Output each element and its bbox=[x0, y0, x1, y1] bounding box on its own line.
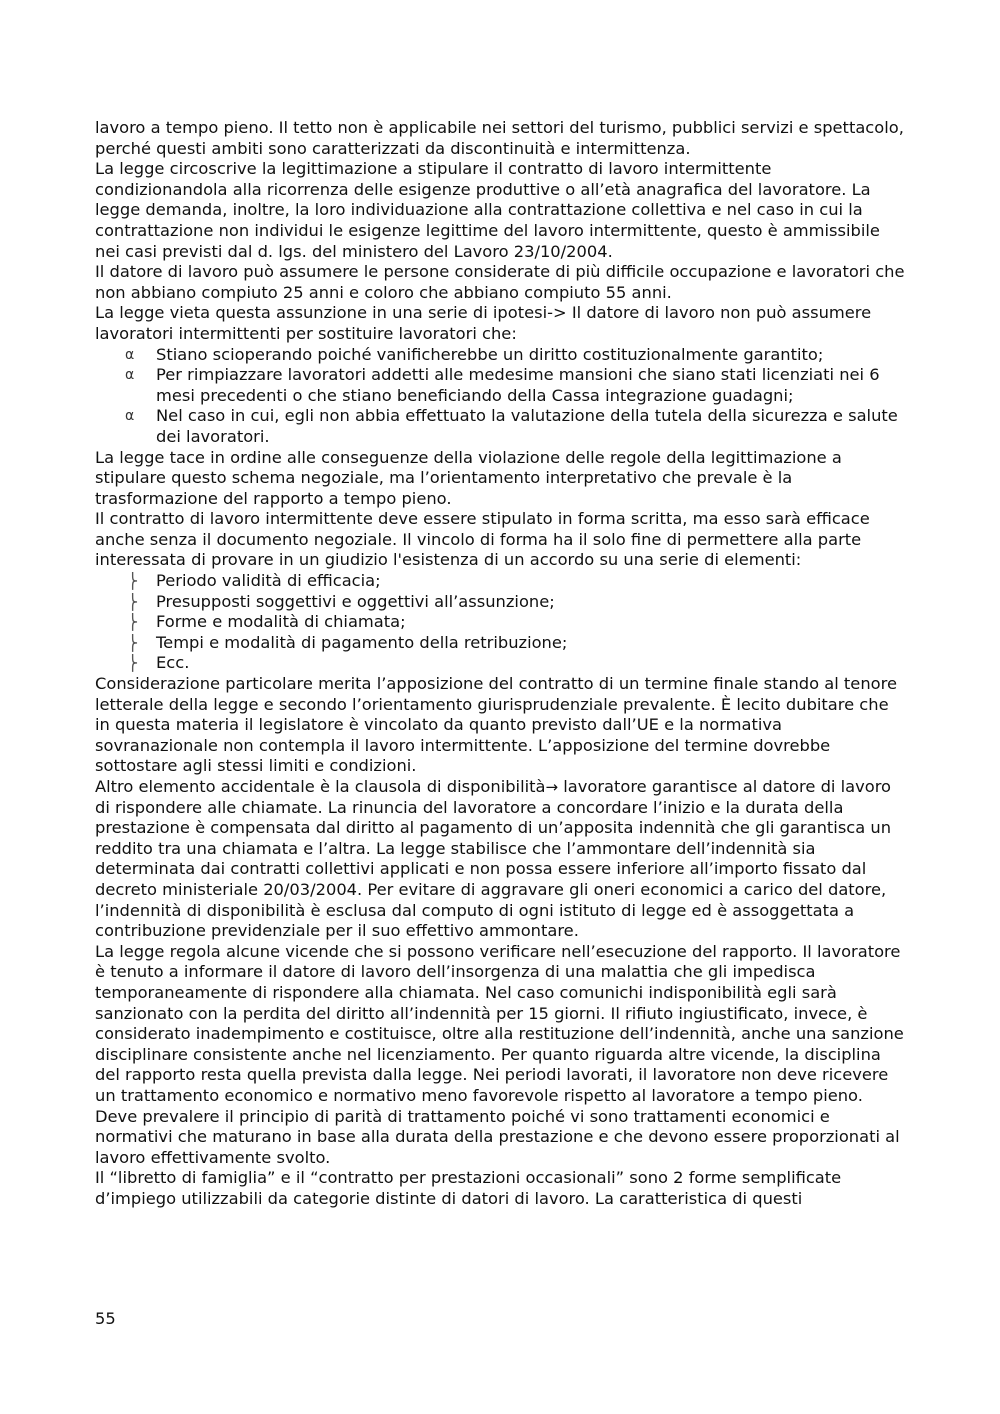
alpha-bullet-icon: α bbox=[125, 408, 135, 425]
alpha-bullet-icon: α bbox=[125, 346, 135, 363]
list-item-text: Nel caso in cui, egli non abbia effettuato la valutazione della tutela della sicurezza e salute dei lavoratori. bbox=[156, 406, 898, 446]
list-item bbox=[95, 653, 907, 674]
paragraph: La legge vieta questa assunzione in una serie di ipotesi-> Il datore di lavoro non può assumere lavoratori intermittenti per sostituire lavoratori che: bbox=[95, 303, 872, 343]
list-item-text: Stiano scioperando poiché vanificherebbe un diritto costituzionalmente garantito; bbox=[156, 344, 824, 364]
list-item-text: Periodo validità di efficacia; bbox=[156, 571, 381, 591]
brace-bullet-icon: ⎬ bbox=[127, 613, 139, 632]
list-item bbox=[95, 633, 907, 654]
paragraph-text: Altro elemento accidentale è la clausola di disponibilità bbox=[95, 777, 546, 796]
alpha-bullet-icon: α bbox=[125, 367, 135, 384]
list-item-text: Tempi e modalità di pagamento della retribuzione; bbox=[156, 632, 568, 652]
list-item bbox=[95, 612, 907, 633]
brace-bullet-icon: ⎬ bbox=[127, 592, 139, 611]
paragraph-text: lavoratore garantisce al datore di lavoro di rispondere alle chiamate. La rinuncia del lavoratore a concordare l’inizio e la durata della prestazione è compensata dal diritto al pagamento di un’apposita indennità che gli garantisca un reddito tra una chiamata e l’altra. La legge stabilisce che l’ammontare dell’indennità sia determinata dai contratti collettivi applicati e non possa essere inferiore all’importo fissato dal decreto ministeriale 20/03/2004. Per evitare di aggravare gli oneri economici a carico del datore, l’indennità di disponibilità è esclusa dal computo di ogni istituto di legge ed è assoggettata a contribuzione previdenziale per il suo effettivo ammontare. bbox=[95, 777, 892, 941]
list-item bbox=[95, 592, 907, 613]
list-item-text: Ecc. bbox=[156, 653, 190, 673]
paragraph: Il “libretto di famiglia” e il “contratto per prestazioni occasionali” sono 2 forme semplificate d’impiego utilizzabili da categorie distinte di datori di lavoro. La caratteristica di questi bbox=[95, 1168, 842, 1208]
brace-bullet-icon: ⎬ bbox=[127, 654, 139, 673]
list-item-text: Forme e modalità di chiamata; bbox=[156, 612, 406, 632]
page-number: 55 bbox=[95, 1309, 116, 1328]
paragraph: La legge circoscrive la legittimazione a stipulare il contratto di lavoro intermittente condizionandola alla ricorrenza delle esigenze produttive o all’età anagrafica del lavoratore. La legge demanda, inoltre, la loro individuazione alla contrattazione collettiva e nel caso in cui la contrattazione non individui le esigenze legittime del lavoro intermittente, questo è ammissibile nei casi previsti dal d. lgs. del ministero del Lavoro 23/10/2004. bbox=[95, 159, 880, 261]
paragraph: La legge regola alcune vicende che si possono verificare nell’esecuzione del rapporto. Il lavoratore è tenuto a informare il datore di lavoro dell’insorgenza di una malattia che gli impedisca temporaneamente di rispondere alla chiamata. Nel caso comunichi indisponibilità egli sarà sanzionato con la perdita del diritto all’indennità per 15 giorni. Il rifiuto ingiustificato, invece, è considerato inadempimento e costituisce, oltre alla restituzione dell’indennità, anche una sanzione disciplinare consistente anche nel licenziamento. Per quanto riguarda altre vicende, la disciplina del rapporto resta quella prevista dalla legge. Nei periodi lavorati, il lavoratore non deve ricevere un trattamento economico e normativo meno favorevole rispetto al lavoratore a tempo pieno. Deve prevalere il principio di parità di trattamento poiché vi sono trattamenti economici e normativi che maturano in base alla durata della prestazione e che devono essere proporzionati al lavoro effettivamente svolto. bbox=[95, 941, 904, 1167]
brace-bullet-icon: ⎬ bbox=[127, 572, 139, 591]
list-item bbox=[95, 406, 907, 447]
list-item bbox=[95, 345, 907, 366]
paragraph: lavoro a tempo pieno. Il tetto non è applicabile nei settori del turismo, pubblici servizi e spettacolo, perché questi ambiti sono caratterizzati da discontinuità e intermittenza. bbox=[95, 118, 904, 158]
paragraph: Il contratto di lavoro intermittente deve essere stipulato in forma scritta, ma esso sarà efficace anche senza il documento negoziale. Il vincolo di forma ha il solo fine di permettere alla parte interessata di provare in un giudizio l'esistenza di un accordo su una serie di elementi: bbox=[95, 509, 870, 570]
paragraph: Considerazione particolare merita l’apposizione del contratto di un termine finale stando al tenore letterale della legge e secondo l’orientamento giurisprudenziale prevalente. È lecito dubitare che in questa materia il legislatore è vincolato da quanto previsto dall’UE e la normativa sovranazionale non contempla il lavoro intermittente. L’apposizione del termine dovrebbe sottostare agli stessi limiti e condizioni. bbox=[95, 674, 897, 776]
paragraph: La legge tace in ordine alle conseguenze della violazione delle regole della legittimazione a stipulare questo schema negoziale, ma l’orientamento interpretativo che prevale è la trasformazione del rapporto a tempo pieno. bbox=[95, 447, 842, 508]
list-item bbox=[95, 365, 907, 406]
list-item-text: Per rimpiazzare lavoratori addetti alle medesime mansioni che siano stati licenziati nei 6 mesi precedenti o che stiano beneficiando della Cassa integrazione guadagni; bbox=[156, 365, 880, 405]
list-item-text: Presupposti soggettivi e oggettivi all’assunzione; bbox=[156, 591, 555, 611]
brace-bullet-icon: ⎬ bbox=[127, 633, 139, 652]
pipe-list bbox=[95, 571, 907, 674]
document-page bbox=[95, 118, 907, 1209]
paragraph: Il datore di lavoro può assumere le persone considerate di più difficile occupazione e lavoratori che non abbiano compiuto 25 anni e coloro che abbiano compiuto 55 anni. bbox=[95, 262, 905, 302]
arrow-right-icon: → bbox=[545, 778, 559, 796]
paragraph bbox=[95, 777, 907, 942]
alpha-list bbox=[95, 345, 907, 448]
list-item bbox=[95, 571, 907, 592]
